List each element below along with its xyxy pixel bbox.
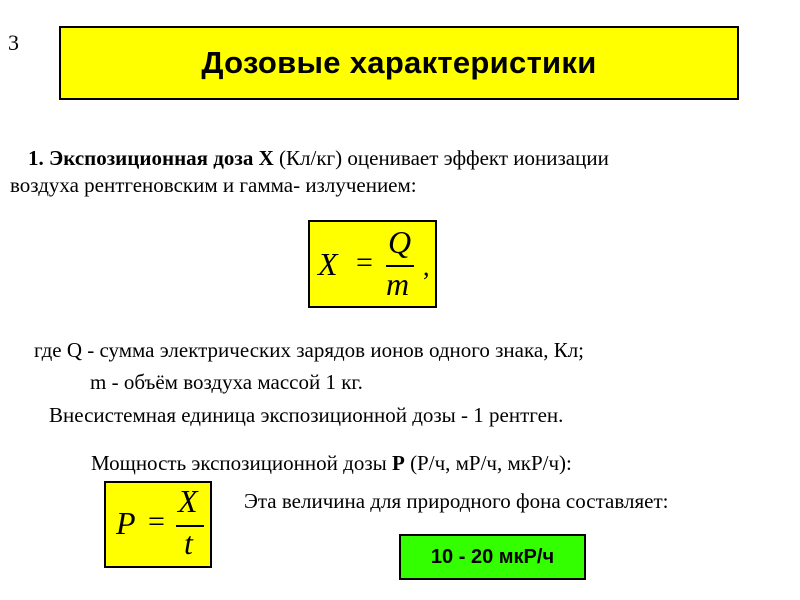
- background-note: Эта величина для природного фона составляет:: [244, 489, 669, 513]
- formula-p-equals: =: [148, 505, 165, 538]
- formula-x-denominator: m: [386, 266, 410, 302]
- exposure-dose-term: 1. Экспозиционная доза X: [28, 146, 274, 170]
- where-line-1: где Q - сумма электрических зарядов ионов одного знака, Кл;: [34, 338, 585, 362]
- formula-dose-rate: [104, 481, 212, 568]
- power-line: [91, 451, 572, 476]
- formula-p-denominator: t: [184, 525, 193, 561]
- intro-line-2: воздуха рентгеновским и гамма- излучением:: [10, 173, 417, 197]
- formula-x-numerator: Q: [388, 224, 412, 260]
- power-suffix: (Р/ч, мР/ч, мкР/ч):: [404, 451, 572, 475]
- background-value-badge: 10 - 20 мкР/ч: [399, 534, 586, 580]
- formula-p-lhs: P: [116, 505, 136, 541]
- where-line-2: m - объём воздуха массой 1 кг.: [90, 370, 363, 394]
- slide-number: 3: [8, 30, 19, 55]
- power-symbol: Р: [391, 451, 405, 475]
- formula-exposure-dose: [308, 220, 437, 308]
- formula-x-lhs: X: [318, 246, 338, 282]
- title-banner: [59, 26, 739, 100]
- slide-title: Дозовые характеристики: [201, 45, 597, 80]
- formula-x-comma: ,: [423, 252, 430, 281]
- formula-p-numerator: X: [178, 483, 198, 519]
- intro-line-1: [28, 146, 609, 171]
- unit-note: Внесистемная единица экспозиционной дозы - 1 рентген.: [49, 403, 564, 427]
- power-prefix: Мощность экспозиционной дозы: [91, 451, 392, 475]
- formula-x-equals: =: [356, 246, 373, 279]
- intro-line-1-rest: (Кл/кг) оценивает эффект ионизации: [273, 146, 609, 170]
